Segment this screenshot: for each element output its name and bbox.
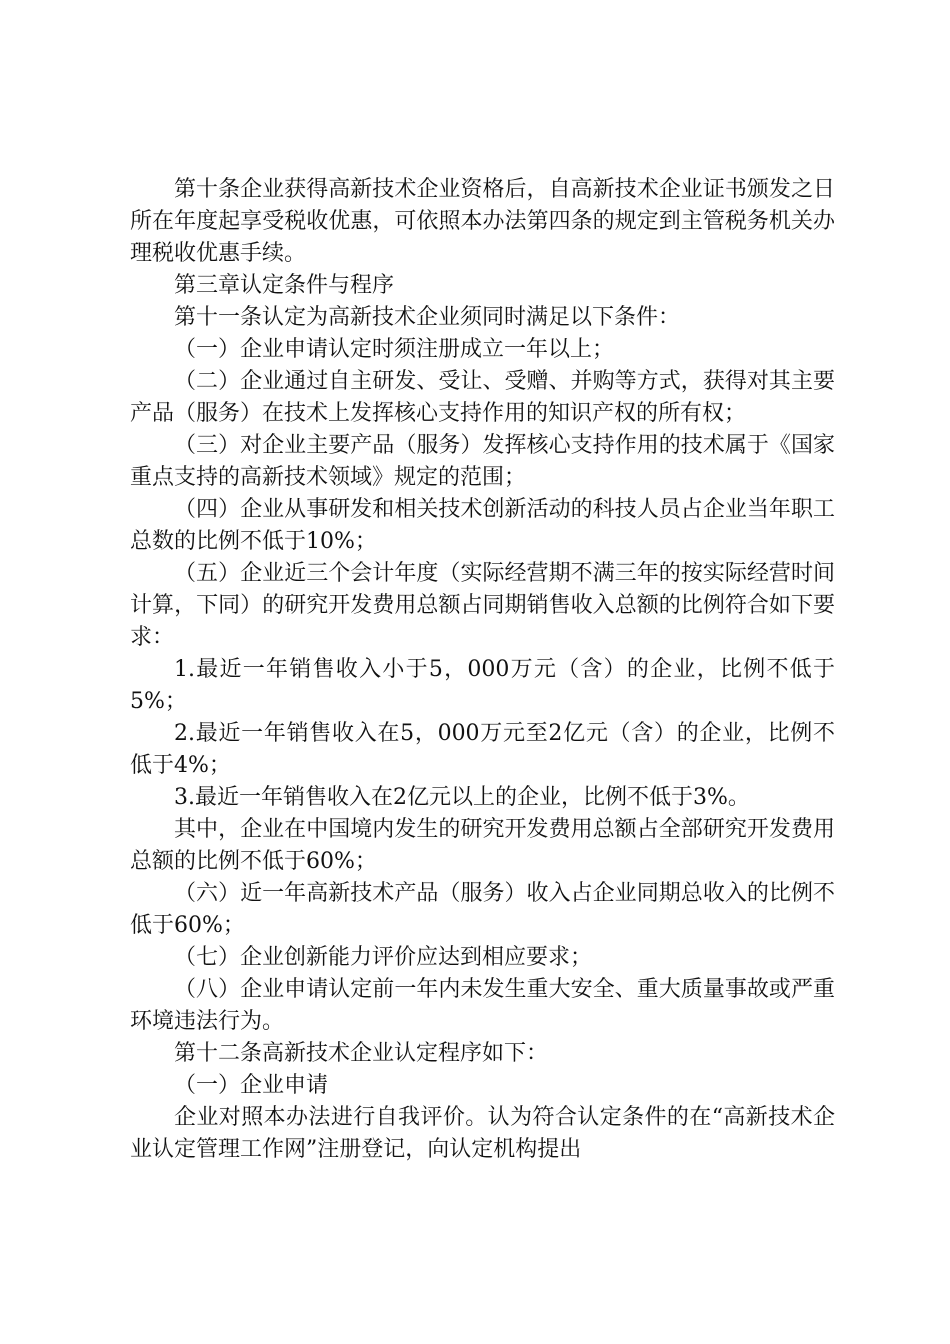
self-evaluation-paragraph: 企业对照本办法进行自我评价。认为符合认定条件的在“高新技术企业认定管理工作网”注册登记，向认定机构提出	[130, 1105, 835, 1162]
chapter-3-heading: 第三章认定条件与程序	[174, 273, 395, 298]
domestic-rd-paragraph: 其中，企业在中国境内发生的研究开发费用总额占全部研究开发费用总额的比例不低于60%；	[130, 817, 835, 874]
procedure-1-heading: （一）企业申请	[174, 1073, 329, 1098]
article-11-paragraph: 第十一条认定为高新技术企业须同时满足以下条件：	[174, 305, 681, 330]
article-12-paragraph: 第十二条高新技术企业认定程序如下：	[174, 1041, 549, 1066]
condition-4-paragraph: （四）企业从事研发和相关技术创新活动的科技人员占企业当年职工总数的比例不低于10%；	[130, 497, 835, 554]
condition-1-paragraph: （一）企业申请认定时须注册成立一年以上；	[174, 337, 615, 362]
condition-2-paragraph: （二）企业通过自主研发、受让、受赠、并购等方式，获得对其主要产品（服务）在技术上发挥核心支持作用的知识产权的所有权；	[130, 369, 835, 426]
condition-7-paragraph: （七）企业创新能力评价应达到相应要求；	[174, 945, 593, 970]
ratio-item-2-paragraph: 2.最近一年销售收入在5，000万元至2亿元（含）的企业，比例不低于4%；	[130, 721, 835, 778]
condition-5-paragraph: （五）企业近三个会计年度（实际经营期不满三年的按实际经营时间计算，下同）的研究开发费用总额占同期销售收入总额的比例符合如下要求：	[130, 561, 835, 650]
document-page	[130, 174, 835, 1166]
ratio-item-1-paragraph: 1.最近一年销售收入小于5，000万元（含）的企业，比例不低于5%；	[130, 657, 835, 714]
article-10-paragraph: 第十条企业获得高新技术企业资格后，自高新技术企业证书颁发之日所在年度起享受税收优惠，可依照本办法第四条的规定到主管税务机关办理税收优惠手续。	[130, 177, 835, 266]
condition-3-paragraph: （三）对企业主要产品（服务）发挥核心支持作用的技术属于《国家重点支持的高新技术领域》规定的范围；	[130, 433, 835, 490]
condition-6-paragraph: （六）近一年高新技术产品（服务）收入占企业同期总收入的比例不低于60%；	[130, 881, 835, 938]
condition-8-paragraph: （八）企业申请认定前一年内未发生重大安全、重大质量事故或严重环境违法行为。	[130, 977, 835, 1034]
ratio-item-3-paragraph: 3.最近一年销售收入在2亿元以上的企业，比例不低于3%。	[174, 785, 750, 810]
